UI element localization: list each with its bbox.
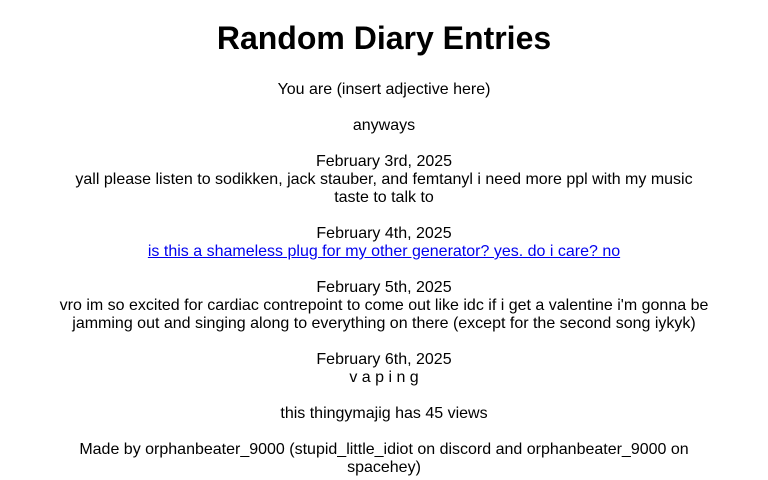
entry-date: February 4th, 2025: [316, 225, 452, 242]
entry-text: v a p i n g: [349, 369, 419, 386]
diary-entry-feb-3: [56, 153, 712, 207]
entry-date: February 5th, 2025: [316, 279, 452, 296]
subtitle-text: You are (insert adjective here): [277, 81, 491, 98]
entry-text: yall please listen to sodikken, jack stauber, and femtanyl i need more ppl with my music taste to talk to: [75, 171, 693, 206]
entry-text: vro im so excited for cardiac contrepoint to come out like idc if i get a valentine i'm gonna be jamming out and singing along to everything on there (except for the second song iykyk): [59, 297, 709, 332]
view-counter: this thingymajig has 45 views: [280, 405, 488, 422]
credit-text: Made by orphanbeater_9000 (stupid_little_idiot on discord and orphanbeater_9000 on spacehey): [79, 441, 689, 476]
entry-date: February 3rd, 2025: [315, 153, 453, 170]
diary-entry-feb-4: [56, 225, 712, 261]
intro-text: anyways: [352, 117, 416, 134]
diary-entry-feb-5: [56, 279, 712, 333]
page-title: Random Diary Entries: [216, 20, 552, 56]
entry-date: February 6th, 2025: [316, 351, 452, 368]
diary-entry-feb-6: [56, 351, 712, 387]
generator-plug-link[interactable]: is this a shameless plug for my other generator? yes. do i care? no: [147, 243, 621, 260]
